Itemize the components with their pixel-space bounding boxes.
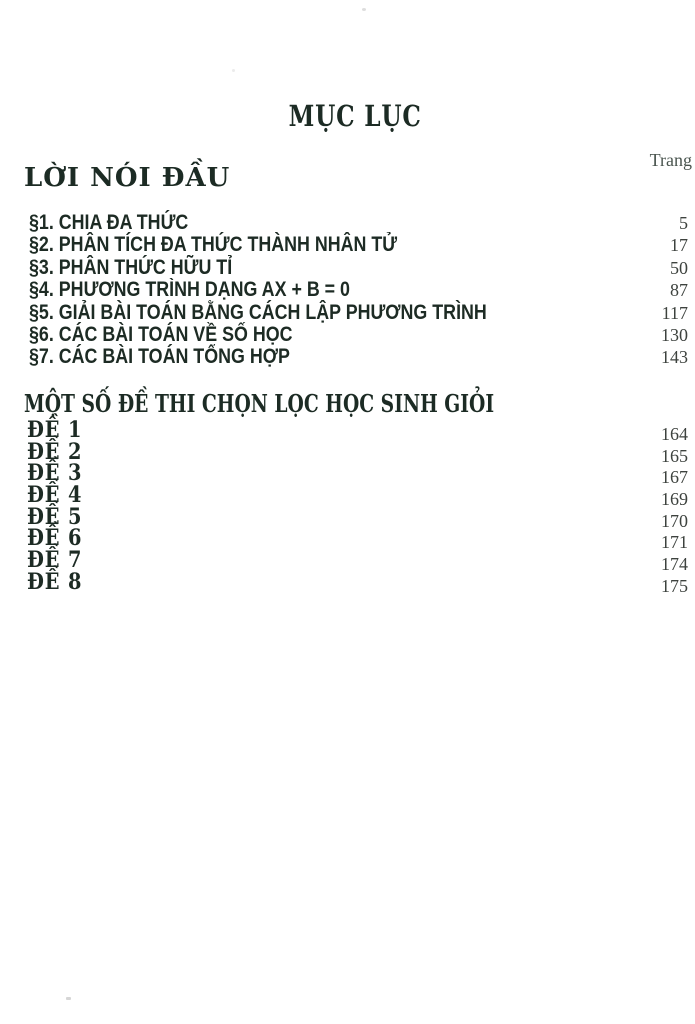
toc-entry-label: §6. CÁC BÀI TOÁN VỀ SỐ HỌC (29, 322, 293, 346)
exam-row (0, 460, 695, 488)
toc-row (0, 346, 695, 368)
exam-entry-label: ĐỀ 4 (27, 482, 83, 509)
toc-entry-label: §2. PHÂN TÍCH ĐA THỨC THÀNH NHÂN TỬ (29, 233, 398, 257)
exam-row (0, 525, 695, 553)
exam-row (0, 438, 695, 466)
toc-entry-label: §3. PHÂN THỨC HỮU TỈ (29, 255, 233, 279)
exam-entry-label: ĐỀ 2 (27, 438, 83, 465)
exam-entry-page: 167 (661, 467, 688, 488)
toc-row (0, 302, 695, 324)
exam-entry-page: 169 (661, 489, 688, 510)
toc-entry-page: 50 (670, 257, 688, 278)
exam-row (0, 503, 695, 531)
toc-row (0, 324, 695, 346)
toc-row (0, 279, 695, 301)
exam-entry-page: 174 (661, 554, 688, 575)
toc-entry-page: 87 (670, 280, 688, 301)
toc-entry-label: §7. CÁC BÀI TOÁN TỔNG HỢP (29, 345, 290, 369)
exam-section-heading: MỘT SỐ ĐỀ THI CHỌN LỌC HỌC SINH GIỎI (24, 389, 495, 418)
toc-row (0, 234, 695, 256)
exam-entry-label: ĐỀ 1 (27, 417, 83, 443)
exam-entry-label: ĐỀ 5 (27, 503, 83, 530)
toc-entry-page: 130 (661, 324, 688, 345)
toc-entry-page: 117 (661, 302, 688, 323)
exam-entry-page: 175 (661, 575, 688, 596)
exam-entry-page: 170 (661, 510, 688, 531)
scan-speck (362, 8, 366, 11)
toc-entry-page: 17 (670, 235, 688, 256)
exam-entry-label: ĐỀ 7 (27, 547, 83, 574)
scan-speck (66, 997, 71, 1000)
preface-heading: LỜI NÓI ĐẦU (24, 163, 231, 193)
page-title-wrap (0, 100, 695, 132)
exam-row (0, 417, 695, 444)
page-title: MỤC LỤC (288, 99, 423, 133)
exam-row (0, 547, 695, 575)
exam-entry-page: 165 (661, 445, 688, 466)
page-column-header: Trang (649, 150, 692, 170)
sections-list (0, 212, 695, 369)
toc-entry-label: §4. PHƯƠNG TRÌNH DẠNG AX + B = 0 (29, 278, 350, 302)
exam-row (0, 482, 695, 510)
exam-entry-label: ĐỀ 3 (27, 460, 83, 487)
toc-entry-page: 143 (661, 347, 688, 368)
toc-row (0, 212, 695, 234)
toc-entry-label: §1. CHIA ĐA THỨC (29, 211, 189, 234)
exam-row (0, 568, 695, 596)
toc-entry-label: §5. GIẢI BÀI TOÁN BẰNG CÁCH LẬP PHƯƠNG TRÌNH (29, 300, 487, 324)
exam-entry-label: ĐỀ 8 (27, 568, 83, 595)
exam-entry-page: 171 (661, 532, 688, 553)
toc-entry-page: 5 (679, 213, 688, 233)
exam-entry-page: 164 (661, 424, 688, 444)
scan-speck (232, 69, 235, 72)
toc-row (0, 257, 695, 279)
exam-list (0, 417, 695, 596)
exam-entry-label: ĐỀ 6 (27, 525, 83, 552)
